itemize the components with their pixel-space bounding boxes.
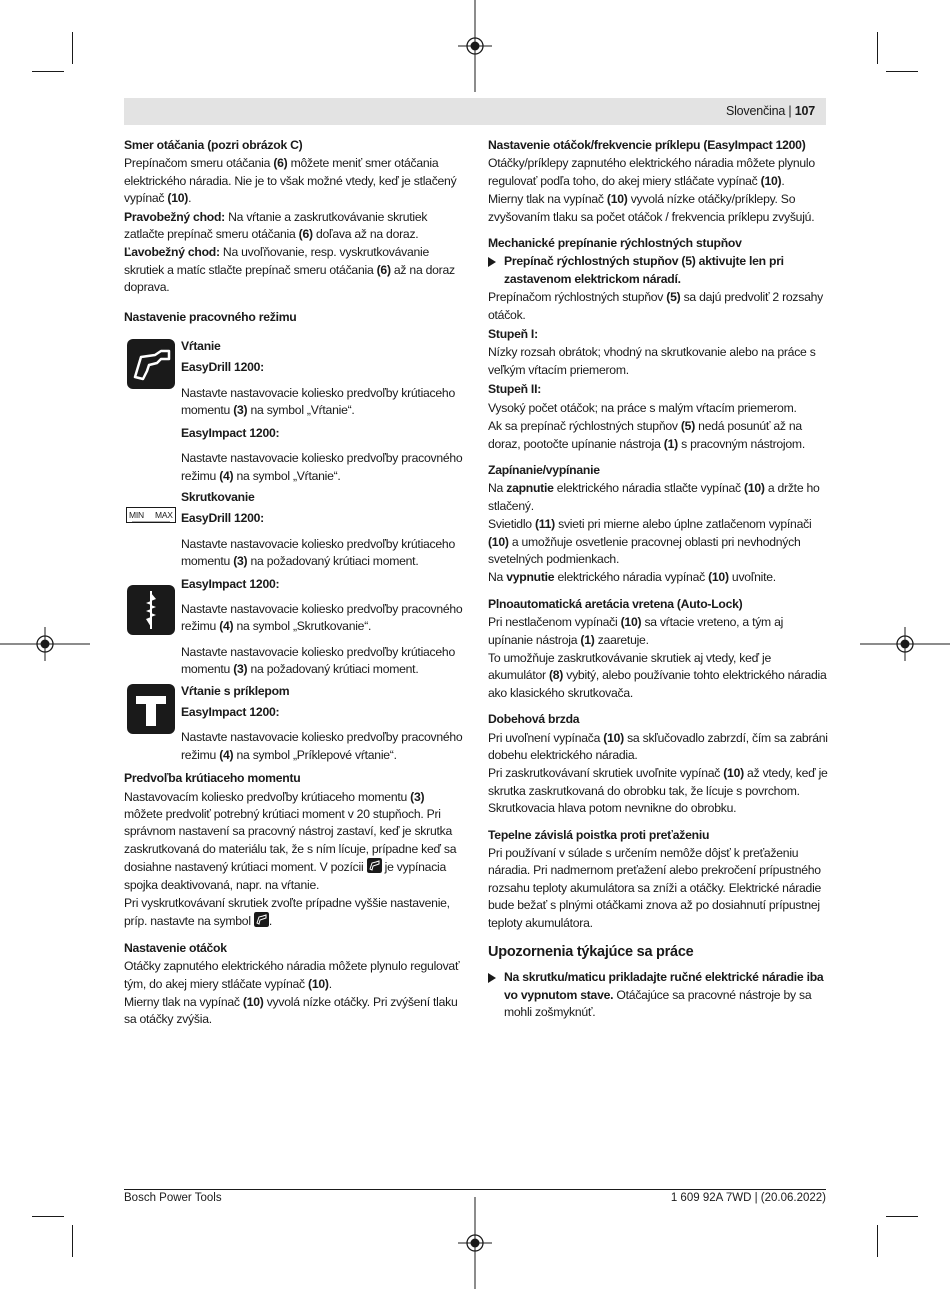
- crop-mark: [72, 1225, 73, 1257]
- mode-drilling: [124, 338, 464, 485]
- heading-torque: Predvoľba krútiaceho momentu: [124, 771, 301, 786]
- mode-impact-drilling: [124, 683, 464, 765]
- paragraph: Nastavte nastavovacie koliesko predvoľby pracovného režimu (4) na symbol „Vŕtanie“.: [181, 451, 463, 483]
- heading-gear-2: Stupeň II:: [488, 382, 542, 397]
- footer-doc-id: 1 609 92A 7WD | (20.06.2022): [670, 1192, 826, 1204]
- heading-auto-lock: Plnoautomatická aretácia vretena (Auto-Lock): [488, 596, 743, 611]
- right-column: [488, 137, 828, 1023]
- crop-mark: [877, 1225, 878, 1257]
- crop-mark: [32, 1216, 64, 1217]
- heading-mode: Nastavenie pracovného režimu: [124, 309, 297, 324]
- paragraph: Na zapnutie elektrického náradia stlačte vypínač (10) a držte ho stlačený.: [488, 481, 820, 513]
- paragraph: Nastavte nastavovacie koliesko predvoľby krútiaceho momentu (3) na požadovaný krútiaci moment.: [181, 644, 455, 677]
- mode-title: Vŕtanie s príklepom: [181, 683, 290, 698]
- paragraph: Na vypnutie elektrického náradia vypínač (10) uvoľnite.: [488, 570, 776, 585]
- model-label: EasyDrill 1200:: [181, 360, 264, 375]
- drill-symbol-icon: [367, 858, 382, 873]
- paragraph: Prepínačom smeru otáčania (6) môžete meniť smer otáčania elektrického náradia. Nie je to však možné vtedy, keď je stlačený vypínač (10).: [124, 156, 457, 206]
- paragraph: Prepínačom rýchlostných stupňov (5) sa dajú predvoliť 2 rozsahy otáčok.: [488, 290, 823, 322]
- drill-icon: [127, 339, 175, 389]
- paragraph: Nastavovacím koliesko predvoľby krútiaceho momentu (3) môžete predvoliť potrebný krútiaci moment v 20 stupňoch. Pri správnom nastavení sa pracovný nástroj zastaví, keď je skrutka zaskrutkovaná do materiálu tak, že s ním lícuje, prípadne keď sa dosiahne nastavený krútiaci moment. V pozícii je vypínacia spojka deaktivovaná, napr. na vŕtanie.: [124, 789, 457, 892]
- model-label: EasyImpact 1200:: [181, 425, 280, 440]
- heading-brake: Dobehová brzda: [488, 712, 580, 727]
- mode-title: Skrutkovanie: [181, 489, 255, 504]
- paragraph: Nastavte nastavovacie koliesko predvoľby krútiaceho momentu (3) na požadovaný krútiaci moment.: [181, 536, 455, 569]
- crop-mark: [886, 71, 918, 72]
- paragraph: Pri uvoľnení vypínača (10) sa skľučovadlo zabrzdí, čím sa zabráni dobehu elektrického náradia.: [488, 730, 828, 762]
- crop-mark: [877, 32, 878, 64]
- paragraph: Mierny tlak na vypínač (10) vyvolá nízke otáčky. Pri zvýšení tlaku sa otáčky zvýšia.: [124, 995, 458, 1027]
- heading-on-off: Zapínanie/vypínanie: [488, 462, 600, 477]
- paragraph: Svietidlo (11) svieti pri mierne alebo úplne zatlačenom vypínači (10) a umožňuje osvetlenie pracovnej oblasti pri nevhodných svetelných podmienkach.: [488, 517, 812, 566]
- paragraph: Ak sa prepínač rýchlostných stupňov (5) nedá posunúť až na doraz, pootočte upínanie nástroja (1) s pracovným nástrojom.: [488, 419, 805, 451]
- paragraph: Pri zaskrutkovávaní skrutiek uvoľnite vypínač (10) až vtedy, keď je skrutka zaskrutkovaná do obrobku tak, že lícuje s povrchom. Skrutkovacia hlava potom nevnikne do obrobku.: [488, 766, 828, 816]
- mode-screwdriving: [124, 489, 464, 679]
- paragraph: Pravobežný chod: Na vŕtanie a zaskrutkovávanie skrutiek zatlačte prepínač smeru otáčania (6) doľava až na doraz.: [124, 209, 428, 242]
- mode-title: Vŕtanie: [181, 339, 221, 354]
- heading-gear-1: Stupeň I:: [488, 327, 538, 342]
- paragraph: Ľavobežný chod: Na uvoľňovanie, resp. vyskrutkovávanie skrutiek a matíc stlačte prepínač smeru otáčania (6) až na doraz doprava.: [124, 245, 455, 295]
- max-label: MAX: [155, 509, 173, 520]
- heading-direction: Smer otáčania (pozri obrázok C): [124, 138, 303, 152]
- bullet-item: Na skrutku/maticu prikladajte ručné elektrické náradie iba vo vypnutom stave. Otáčajúce sa pracovné nástroje by sa mohli zošmyknúť.: [488, 969, 828, 1021]
- paragraph: Pri vyskrutkovávaní skrutiek zvoľte prípadne vyššie nastavenie, príp. nastavte na symbol .: [124, 896, 450, 929]
- min-label: MIN: [129, 509, 144, 520]
- crop-mark: [72, 32, 73, 64]
- min-max-scale-icon: [126, 506, 176, 526]
- crop-mark: [886, 1216, 918, 1217]
- paragraph: Otáčky zapnutého elektrického náradia môžete plynulo regulovať tým, do akej miery stláčate vypínač (10).: [124, 959, 460, 991]
- paragraph: Nastavte nastavovacie koliesko predvoľby pracovného režimu (4) na symbol „Príklepové vŕtanie“.: [181, 730, 463, 762]
- page-number: 107: [794, 104, 815, 118]
- registration-mark-icon: [860, 627, 950, 661]
- paragraph: Mierny tlak na vypínač (10) vyvolá nízke otáčky/príklepy. So zvyšovaním tlaku sa počet otáčok / frekvencia príklepu zvyšujú.: [488, 192, 815, 224]
- crop-mark: [32, 71, 64, 72]
- screw-icon: [127, 585, 175, 635]
- paragraph: Nastavte nastavovacie koliesko predvoľby krútiaceho momentu (3) na symbol „Vŕtanie“.: [181, 385, 455, 418]
- heading-impact-speed: Nastavenie otáčok/frekvencie príklepu (EasyImpact 1200): [488, 138, 806, 152]
- bullet-item: Prepínač rýchlostných stupňov (5) aktivujte len pri zastavenom elektrickom náradí.: [488, 253, 828, 288]
- paragraph: Otáčky/príklepy zapnutého elektrického náradia môžete plynulo regulovať podľa toho, do akej miery stláčate vypínač (10).: [488, 156, 815, 188]
- footer-brand: Bosch Power Tools: [124, 1192, 222, 1204]
- registration-mark-icon: [0, 627, 90, 661]
- hammer-drill-icon: [127, 684, 175, 734]
- paragraph: To umožňuje zaskrutkovávanie skrutiek aj vtedy, keď je akumulátor (8) vybitý, alebo používanie tohto elektrického náradia ako klasického skrutkovača.: [488, 650, 827, 700]
- header-language: Slovenčina: [725, 104, 786, 118]
- heading-gear: Mechanické prepínanie rýchlostných stupňov: [488, 236, 742, 251]
- paragraph: Nastavte nastavovacie koliesko predvoľby pracovného režimu (4) na symbol „Skrutkovanie“.: [181, 601, 463, 634]
- model-label: EasyImpact 1200:: [181, 704, 280, 719]
- footer-rule: [124, 1189, 826, 1190]
- heading-overload: Tepelne závislá poistka proti preťaženiu: [488, 827, 710, 842]
- paragraph: Nízky rozsah obrátok; vhodný na skrutkovanie alebo na práce s veľkým vŕtacím priemerom.: [488, 345, 816, 377]
- registration-mark-icon: [458, 1197, 492, 1289]
- paragraph: Pri používaní v súlade s určením nemôže dôjsť k preťaženiu náradia. Pri nadmernom preťažení alebo prekročení prípustného rozsahu teploty akumulátora sa zníži a otáčky. Elektrické náradie bude bežať s plnými otáčkami znova až po dosiahnutí prípustnej teploty akumulátora.: [488, 846, 822, 930]
- model-label: EasyDrill 1200:: [181, 511, 264, 526]
- drill-symbol-icon: [254, 912, 269, 927]
- page-header-bar: [124, 98, 826, 125]
- heading-speed: Nastavenie otáčok: [124, 940, 227, 955]
- registration-mark-icon: [458, 0, 492, 92]
- page-header: [726, 104, 815, 118]
- bullet-triangle-icon: [488, 973, 496, 983]
- header-separator: |: [788, 104, 792, 118]
- heading-work-tips: Upozornenia týkajúce sa práce: [488, 944, 694, 961]
- left-column: [124, 137, 464, 1030]
- paragraph: Pri nestlačenom vypínači (10) sa vŕtacie vreteno, a tým aj upínanie nástroja (1) zaaretuje.: [488, 615, 784, 647]
- model-label: EasyImpact 1200:: [181, 576, 280, 591]
- paragraph: Vysoký počet otáčok; na práce s malým vŕtacím priemerom.: [488, 400, 797, 415]
- bullet-triangle-icon: [488, 257, 496, 267]
